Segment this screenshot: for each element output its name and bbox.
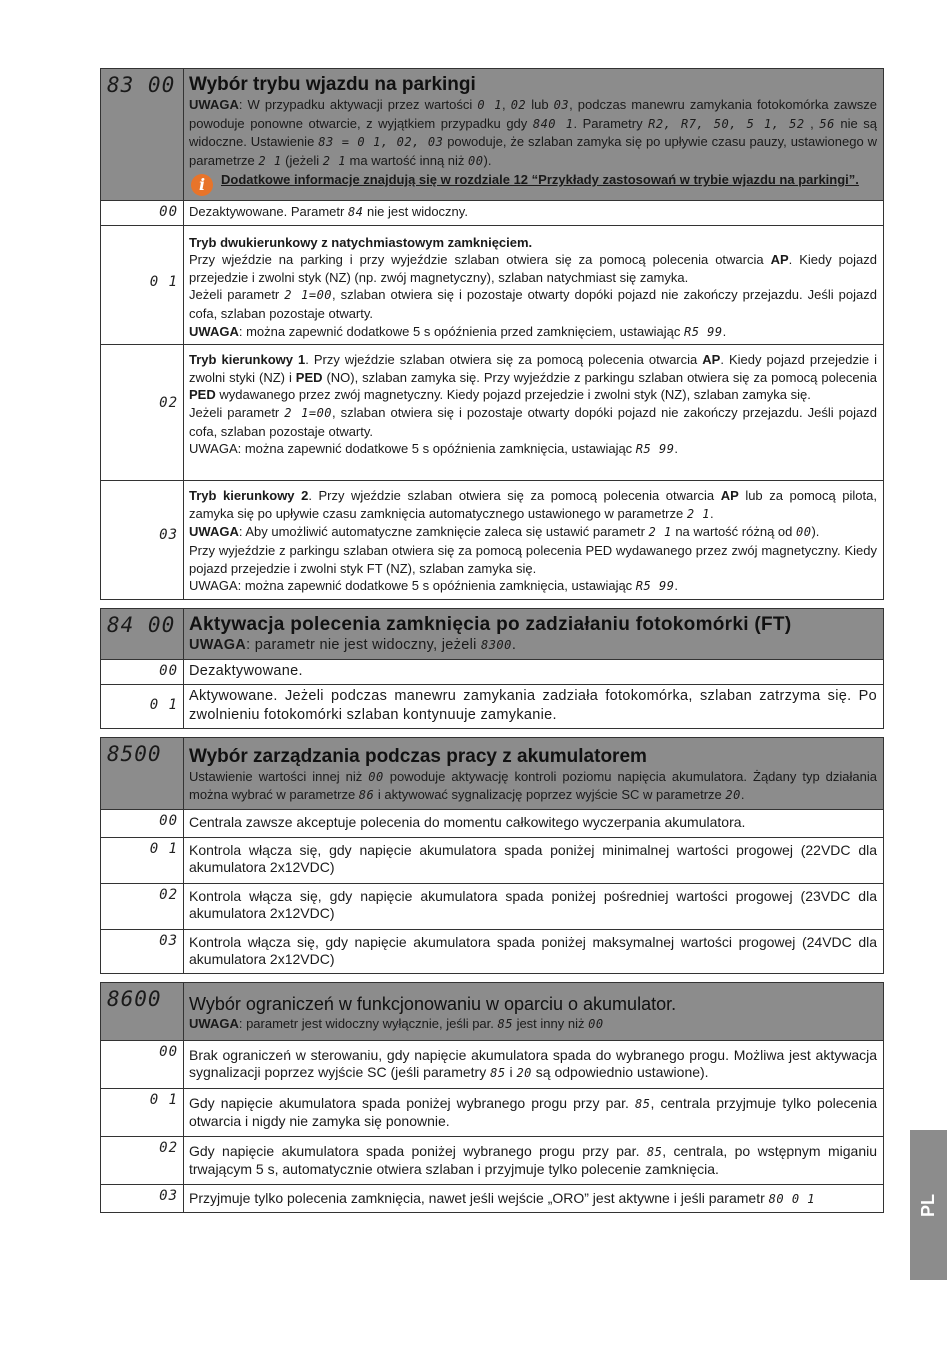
param-code: 84 00: [101, 609, 184, 659]
option-description: Brak ograniczeń w sterowaniu, gdy napięcie akumulatora spada do wybranego progu. Możliwa jest aktywacja sygnalizacji poprzez wyjście SC (jeśli parametry 85 i 20 są odpowiednio ustawione).: [189, 1046, 877, 1081]
param-note: Ustawienie wartości innej niż 00 powoduje aktywację kontroli poziomu napięcia akumulatora. Żądany typ działania można wybrać w parametrze 86 i aktywować sygnalizację poprzez wyjście SC w parametrze 20.: [189, 768, 877, 803]
table-row: [101, 1088, 883, 1136]
option-description: Przyjmuje tylko polecenia zamknięcia, nawet jeśli wejście „ORO” jest aktywne i jeśli parametr 80 0 1: [189, 1189, 816, 1206]
option-code: 00: [101, 201, 184, 225]
param-note: UWAGA: parametr nie jest widoczny, jeżeli 8300.: [189, 636, 517, 653]
table-row: [101, 225, 883, 345]
option-description: Tryb dwukierunkowy z natychmiastowym zamknięciem. Przy wjeździe na parking i przy wyjeździe szlaban otwiera się za pomocą polecenia otwarcia AP. Kiedy pojazd przejedzie i zwolni styk (NZ) (np. zwój magnetyczny), szlaban natychmiast się zamyka. Jeżeli parametr 2 1=00, szlaban otwiera się i pozostaje otwarty dopóki pojazd nie zakończy przejazdu. Jeśli pojazd cofa, szlaban pozostaje otwarty. UWAGA: można zapewnić dodatkowe 5 s opóźnienia przed zamknięciem, ustawiając R5 99.: [189, 234, 877, 339]
option-description: Kontrola włącza się, gdy napięcie akumulatora spada poniżej pośredniej wartości progowej (23VDC dla akumulatora 2x12VDC): [189, 887, 877, 922]
option-code: 0 1: [101, 838, 184, 883]
option-description: Kontrola włącza się, gdy napięcie akumulatora spada poniżej maksymalnej wartości progowej (24VDC dla akumulatora 2x12VDC): [189, 933, 877, 968]
param-title: Wybór zarządzania podczas pracy z akumulatorem: [189, 745, 647, 767]
language-tab: [910, 1130, 947, 1280]
param-83-header: [101, 69, 883, 200]
table-row: [101, 684, 883, 728]
table-row: [101, 929, 883, 973]
option-code: 0 1: [101, 226, 184, 345]
option-code: 00: [101, 1041, 184, 1088]
table-row: [101, 1184, 883, 1212]
language-tab-label: PL: [917, 1193, 938, 1217]
table-row: [101, 1040, 883, 1088]
option-code: 03: [101, 930, 184, 973]
option-description: Centrala zawsze akceptuje polecenia do momentu całkowitego wyczerpania akumulatora.: [189, 813, 746, 830]
param-code: 8600: [101, 983, 184, 1040]
param-84-header: [101, 609, 883, 659]
param-note: UWAGA: parametr jest widoczny wyłącznie, jeśli par. 85 jest inny niż 00: [189, 1015, 604, 1031]
option-description: Gdy napięcie akumulatora spada poniżej wybranego progu przy par. 85, centrala, po wstępnym miganiu trwającym 5 s, automatycznie otwiera szlaban i przyjmuje tylko polecenie zamknięcia.: [189, 1142, 877, 1178]
option-code: 00: [101, 660, 184, 684]
table-row: [101, 809, 883, 837]
option-description: Kontrola włącza się, gdy napięcie akumulatora spada poniżej minimalnej wartości progowej (22VDC dla akumulatora 2x12VDC): [189, 841, 877, 876]
table-row: [101, 1136, 883, 1184]
param-code: 8500: [101, 738, 184, 809]
option-code: 0 1: [101, 685, 184, 728]
option-description: Dezaktywowane. Parametr 84 nie jest widoczny.: [189, 204, 468, 219]
table-row: [101, 883, 883, 929]
option-description: Tryb kierunkowy 2. Przy wjeździe szlaban otwiera się za pomocą polecenia otwarcia AP lub za pomocą pilota, zamyka się po upływie czasu zamknięcia automatycznego ustawionego w parametrze 2 1. UWAGA: Aby umożliwić automatyczne zamknięcie zaleca się ustawić parametr 2 1 na wartość różną od 00). Przy wyjeździe z parkingu szlaban otwiera się za pomocą polecenia PED wydawanego przez zwój magnetyczny. Kiedy pojazd przejedzie i zwolni styk FT (NZ), szlaban zamyka się. UWAGA: można zapewnić dodatkowe 5 s opóźnienia zamknięcia, ustawiając R5 99.: [189, 488, 877, 594]
param-84-table: [100, 608, 884, 729]
param-note: UWAGA: W przypadku aktywacji przez wartości 0 1, 02 lub 03, podczas manewru zamykania fotokomórka zawsze powoduje ponowne otwarcie, z wyjątkiem przypadku gdy 840 1. Parametry R2, R7, 50, 5 1, 52 , 56 nie są widoczne. Ustawienie 83 = 0 1, 02, 03 powoduje, że szlaban zamyka się po upływie czasu pauzy, ustawionego w parametrze 2 1 (jeżeli 2 1 ma wartość inną niż 00).: [189, 97, 878, 168]
table-row: [101, 344, 883, 480]
option-description: Dezaktywowane.: [189, 662, 303, 679]
info-note: [189, 171, 877, 196]
option-description: Gdy napięcie akumulatora spada poniżej wybranego progu przy par. 85, centrala przyjmuje tylko polecenia otwarcia i nigdy nie zamyka się ponownie.: [189, 1094, 877, 1130]
option-code: 03: [101, 481, 184, 599]
parameter-tables: [100, 68, 884, 1221]
param-title: Wybór trybu wjazdu na parkingi: [189, 74, 476, 95]
option-code: 02: [101, 884, 184, 929]
option-description: Tryb kierunkowy 1. Przy wjeździe szlaban otwiera się za pomocą polecenia otwarcia AP. Kiedy pojazd przejedzie i zwolni styki (NZ) i PED (NO), szlaban zamyka się. Przy wyjeździe z parkingu szlaban otwiera się za pomocą polecenia PED wydawanego przez zwój magnetyczny. Kiedy pojazd przejedzie i zwolni styk (NZ), szlaban zamyka się. Jeżeli parametr 2 1=00, szlaban otwiera się i pozostaje otwarty dopóki pojazd nie zakończy przejazdu. Jeśli pojazd cofa, szlaban pozostaje otwarty. UWAGA: można zapewnić dodatkowe 5 s opóźnienia zamknięcia, ustawiając R5 99.: [189, 352, 877, 457]
option-code: 03: [101, 1185, 184, 1212]
param-title: Aktywacja polecenia zamknięcia po zadziałaniu fotokomórki (FT): [189, 613, 792, 635]
table-row: [101, 200, 883, 225]
option-description: Aktywowane. Jeżeli podczas manewru zamykania zadziała fotokomórka, szlaban zatrzyma się. Po zwolnieniu fotokomórki szlaban kontynuuje zamykanie.: [189, 687, 877, 723]
info-icon: i: [191, 174, 213, 196]
option-code: 0 1: [101, 1089, 184, 1136]
param-85-header: [101, 738, 883, 809]
param-83-table: [100, 68, 884, 600]
option-code: 02: [101, 345, 184, 480]
info-link[interactable]: Dodatkowe informacje znajdują się w rozdziale 12 “Przykłady zastosowań w trybie wjazdu na parkingi”.: [221, 172, 859, 187]
param-86-table: [100, 982, 884, 1213]
table-row: [101, 659, 883, 684]
table-row: [101, 480, 883, 599]
table-row: [101, 837, 883, 883]
param-title: Wybór ograniczeń w funkcjonowaniu w oparciu o akumulator.: [189, 993, 677, 1014]
param-86-header: [101, 983, 883, 1040]
param-code: 83 00: [101, 69, 184, 200]
option-code: 02: [101, 1137, 184, 1184]
option-code: 00: [101, 810, 184, 837]
param-85-table: [100, 737, 884, 974]
